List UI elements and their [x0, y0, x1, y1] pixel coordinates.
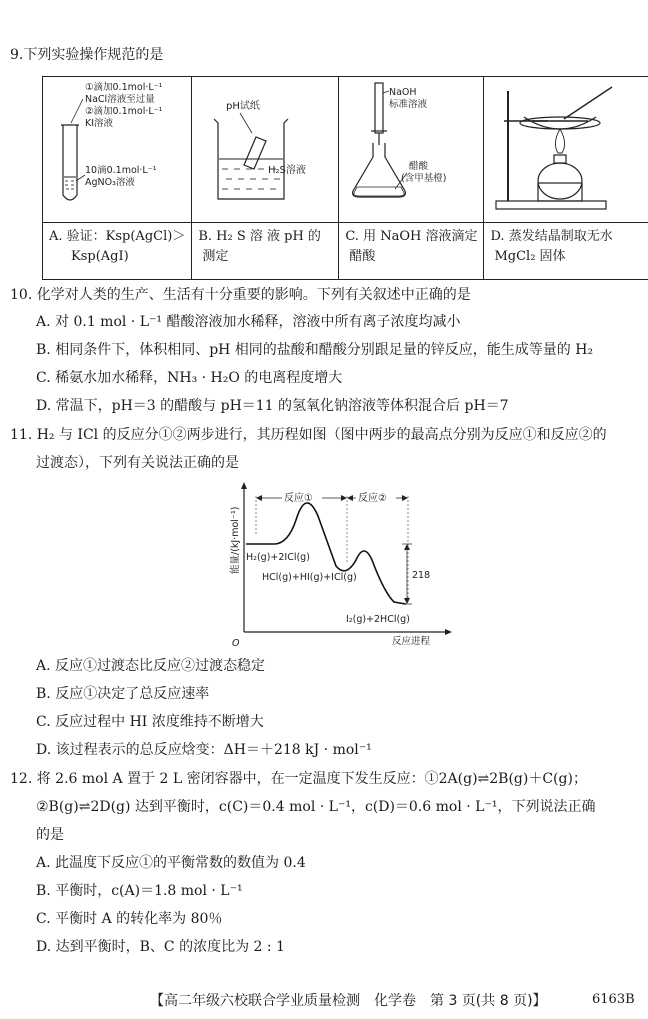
q10-option-b: B. 相同条件下，体积相同、pH 相同的盐酸和醋酸分别跟足量的锌反应，能生成等量的 H₂ — [36, 342, 594, 358]
option-b-line2: 测定 — [202, 249, 229, 264]
q9-experiment-table — [42, 76, 648, 280]
fig-d-evaporation — [484, 77, 648, 223]
q11-stem-line1: 11. H₂ 与 ICl 的反应分①②两步进行，其历程如图（图中两步的最高点分别为反应①和反应②的 — [10, 427, 607, 443]
energy-profile-graph — [226, 482, 456, 654]
q11-option-a: A. 反应①过渡态比反应②过渡态稳定 — [36, 658, 266, 674]
fig-a-label-1: ①滴加0.1mol·L⁻¹ — [85, 82, 163, 93]
q12-stem-line2: ②B(g)⇌2D(g) 达到平衡时，c(C)＝0.4 mol · L⁻¹，c(D)＝0.6 mol · L⁻¹，下列说法正确 — [36, 799, 596, 815]
q12-option-b: B. 平衡时，c(A)＝1.8 mol · L⁻¹ — [36, 883, 243, 899]
fig-c-titration — [339, 77, 484, 223]
graph-state3: I₂(g)+2HCl(g) — [346, 614, 410, 625]
fig-a-label-5: 10滴0.1mol·L⁻¹ — [85, 165, 157, 176]
q12-option-d: D. 达到平衡时，B、C 的浓度比为 2 : 1 — [36, 939, 285, 955]
q12-stem-line3: 的是 — [36, 827, 64, 843]
q10-option-d: D. 常温下，pH＝3 的醋酸与 pH＝11 的氢氧化钠溶液等体积混合后 pH＝7 — [36, 398, 509, 414]
q9-stem: 9.下列实验操作规范的是 — [10, 47, 164, 63]
fig-a-test-tube — [43, 77, 192, 223]
fig-a-label-6: AgNO₃溶液 — [85, 177, 135, 188]
fig-b-beaker — [192, 77, 339, 223]
graph-ylabel: 能量/(kJ·mol⁻¹) — [230, 506, 241, 574]
graph-step2: 反应② — [358, 493, 387, 504]
option-c-line2: 醋酸 — [349, 249, 376, 264]
q11-stem-line2: 过渡态），下列有关说法正确的是 — [36, 455, 239, 471]
option-d-line1: D. 蒸发结晶制取无水 — [490, 229, 613, 244]
exam-code: 6163B — [592, 992, 635, 1007]
option-c-line1: C. 用 NaOH 溶液滴定 — [345, 229, 478, 244]
q10-stem: 10. 化学对人类的生产、生活有十分重要的影响。下列有关叙述中正确的是 — [10, 287, 471, 303]
option-b-cell — [192, 223, 339, 280]
option-b-line1: B. H₂ S 溶 液 pH 的 — [198, 229, 321, 244]
q11-option-c: C. 反应过程中 HI 浓度维持不断增大 — [36, 714, 264, 730]
graph-state2: HCl(g)+HI(g)+ICl(g) — [262, 572, 357, 583]
graph-xlabel: 反应进程 — [392, 636, 431, 647]
q12-option-a: A. 此温度下反应①的平衡常数的数值为 0.4 — [36, 855, 306, 871]
fig-c-label-1: NaOH — [389, 87, 417, 98]
option-a-line2: Ksp(AgI) — [71, 249, 129, 264]
q11-option-b: B. 反应①决定了总反应速率 — [36, 686, 210, 702]
graph-delta: 218 — [412, 570, 431, 581]
q11-option-d: D. 该过程表示的总反应焓变：ΔH＝＋218 kJ · mol⁻¹ — [36, 742, 372, 758]
fig-a-label-2: NaCl溶液至过量 — [85, 94, 155, 105]
page-footer: 【高二年级六校联合学业质量检测 化学卷 第 3 页(共 8 页)】 — [150, 993, 547, 1009]
fig-a-label-4: KI溶液 — [85, 118, 114, 129]
fig-b-label-2: H₂S溶液 — [268, 165, 307, 176]
option-a-cell — [43, 223, 192, 280]
fig-c-label-4: (含甲基橙) — [401, 173, 447, 184]
q10-option-c: C. 稀氨水加水稀释，NH₃ · H₂O 的电离程度增大 — [36, 370, 343, 386]
graph-origin: O — [232, 638, 240, 649]
fig-b-label-1: pH试纸 — [226, 101, 261, 112]
option-d-line2: MgCl₂ 固体 — [494, 249, 566, 264]
fig-c-label-2: 标准溶液 — [389, 99, 428, 110]
option-d-cell — [484, 223, 648, 280]
fig-a-label-3: ②滴加0.1mol·L⁻¹ — [85, 106, 163, 117]
graph-state1: H₂(g)+2ICl(g) — [246, 552, 310, 563]
option-c-cell — [339, 223, 484, 280]
graph-step1: 反应① — [284, 493, 313, 504]
q10-option-a: A. 对 0.1 mol · L⁻¹ 醋酸溶液加水稀释，溶液中所有离子浓度均减小 — [36, 314, 461, 330]
q12-stem-line1: 12. 将 2.6 mol A 置于 2 L 密闭容器中，在一定温度下发生反应：①2A(g)⇌2B(g)＋C(g)； — [10, 771, 587, 787]
q12-option-c: C. 平衡时 A 的转化率为 80％ — [36, 911, 223, 927]
option-a-line1: A. 验证：Ksp(AgCl)＞ — [49, 229, 186, 244]
fig-c-label-3: 醋酸 — [409, 161, 429, 172]
